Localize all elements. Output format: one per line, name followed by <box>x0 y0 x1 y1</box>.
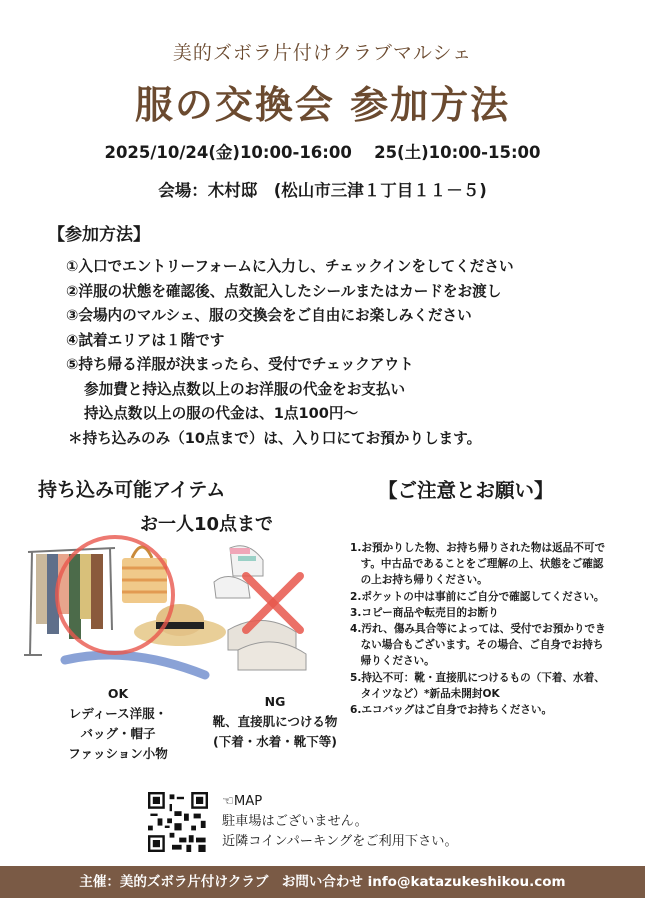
parking-note-2: 近隣コインパーキングをご利用下さい。 <box>222 834 458 849</box>
notice-line: 2.ポケットの中は事前にご自分で確認してください。 <box>350 590 605 603</box>
notice-list <box>350 540 640 718</box>
notice-line: す。中古品であることをご理解の上、状態をご確認 <box>350 558 604 571</box>
ok-line-3: ファッション小物 <box>68 746 168 761</box>
notice-line: の上お持ち帰りください。 <box>350 574 488 587</box>
event-subtitle: 美的ズボラ片付けクラブマルシェ <box>172 42 473 64</box>
drop-off-note: ＊持ち込みのみ（10点まで）は、入り口にてお預かりします。 <box>68 429 482 447</box>
map-link[interactable]: ☜MAP <box>222 794 263 809</box>
footer-bar <box>0 866 645 898</box>
map-qr-code-icon[interactable] <box>148 792 208 852</box>
step-3: ③会場内のマルシェ、服の交換会をご自由にお楽しみください <box>66 307 472 324</box>
step-1: ①入口でエントリーフォームに入力し、チェックインをしてください <box>66 258 514 275</box>
footer-text: 主催：美的ズボラ片付けクラブ お問い合わせ info@katazukeshikou.com <box>79 874 566 890</box>
tote-bag-icon <box>122 547 167 603</box>
ng-label: NG <box>264 694 286 709</box>
notice-line: 帰りください。 <box>350 655 435 668</box>
notice-line: ない場合もございます。その場合、ご自身でお持ち <box>350 639 604 652</box>
method-heading: 【参加方法】 <box>48 225 150 245</box>
notice-line: 5.持込不可：靴・直接肌につけるもの（下着、水着、 <box>350 671 605 684</box>
ng-items-illustration <box>208 540 323 690</box>
notice-line: 1.お預かりした物、お持ち帰りされた物は返品不可で <box>350 542 606 554</box>
items-heading: 持ち込み可能アイテム <box>38 479 226 501</box>
step-4: ④試着エリアは１階です <box>66 331 225 349</box>
ng-caption <box>185 692 365 752</box>
page-title: 服の交換会 参加方法 <box>134 83 511 127</box>
ok-label: OK <box>107 686 129 701</box>
ok-items-illustration <box>20 530 225 690</box>
event-venue: 会場：木村邸 (松山市三津１丁目１１－５) <box>158 181 487 200</box>
notice-heading: 【ご注意とお願い】 <box>378 479 554 502</box>
step-2: ②洋服の状態を確認後、点数記入したシールまたはカードをお渡し <box>66 282 502 300</box>
step-5-detail-2: 持込点数以上の服の代金は、1点100円〜 <box>84 405 359 422</box>
step-5: ⑤持ち帰る洋服が決まったら、受付でチェックアウト <box>66 356 414 373</box>
notice-line: 6.エコバッグはご自身でお持ちください。 <box>350 704 553 717</box>
ng-line-2: (下着・水着・靴下等) <box>213 734 337 749</box>
event-dates: 2025/10/24(金)10:00-16:00 25(土)10:00-15:00 <box>104 143 541 162</box>
map-info <box>222 792 458 852</box>
ok-line-1: レディース洋服・ <box>68 706 168 721</box>
clothes-rack-icon <box>24 548 115 655</box>
ng-line-1: 靴、直接肌につける物 <box>212 714 338 729</box>
notice-line: 3.コピー商品や転売目的お断り <box>350 606 499 619</box>
step-5-detail-1: 参加費と持込点数以上のお洋服の代金をお支払い <box>84 380 406 398</box>
item-limit: お一人10点まで <box>140 514 274 535</box>
belt-icon <box>65 655 205 675</box>
notice-line: タイツなど）*新品未開封OK <box>350 687 500 700</box>
method-steps <box>66 255 626 451</box>
parking-note: 駐車場はございません。 <box>222 814 368 829</box>
ok-line-2: バッグ・帽子 <box>80 726 156 741</box>
notice-line: 4.汚れ、傷み具合等によっては、受付でお預かりでき <box>350 623 606 636</box>
